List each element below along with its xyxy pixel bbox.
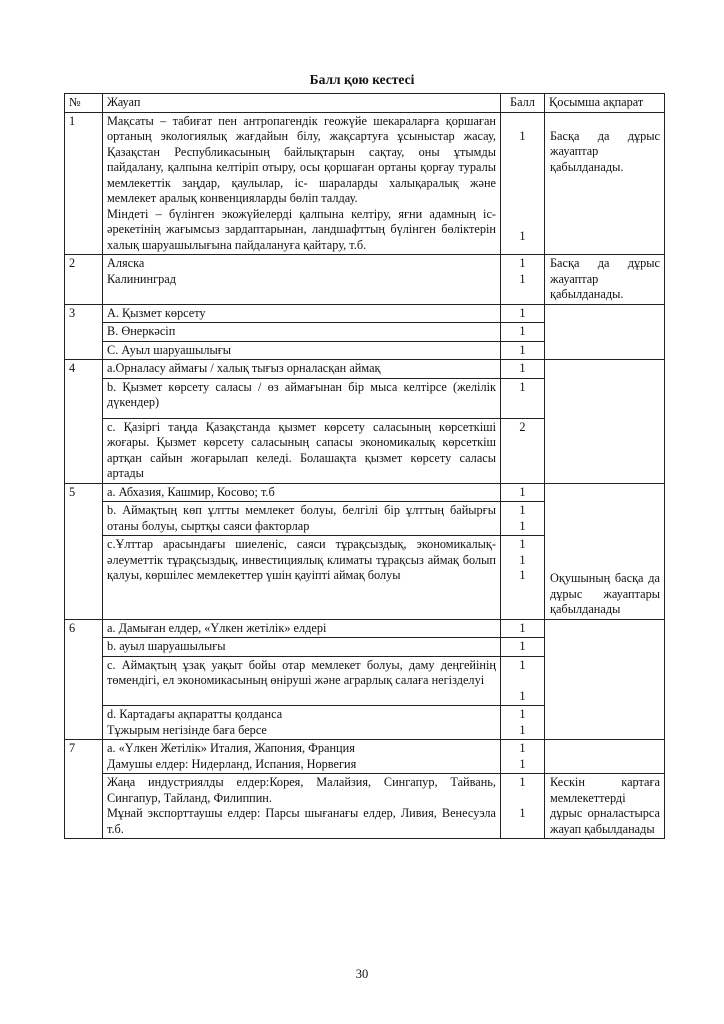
page-number: 30 <box>355 967 369 981</box>
score-value: 1 <box>519 688 526 703</box>
question-number: 6 <box>65 619 103 740</box>
score-value: 1 <box>519 256 526 270</box>
answer-text: Жаңа индустриялды елдер:Корея, Малайзия, Сингапур, Тайвань, Сингапур, Тайланд, Филиппин. <box>107 775 496 805</box>
extra-info <box>545 619 665 740</box>
extra-info: Оқушының басқа да дұрыс жауаптары қабылданады <box>545 483 665 619</box>
scoring-table <box>64 93 665 839</box>
score-cell <box>501 774 545 839</box>
header-extra: Қосымша ақпарат <box>545 94 665 113</box>
score-value: 1 <box>519 756 526 771</box>
answer-cell <box>103 706 501 740</box>
header-score: Балл <box>501 94 545 113</box>
table-row <box>65 304 665 323</box>
header-row <box>65 94 665 113</box>
question-number: 1 <box>65 112 103 255</box>
answer-text: a. «Үлкен Жетілік» Италия, Жапония, Франция <box>107 741 355 755</box>
score-value: 1 <box>519 806 526 820</box>
score-value: 1 <box>501 304 545 323</box>
question-number: 4 <box>65 360 103 484</box>
score-cell <box>501 255 545 305</box>
score-value: 1 <box>501 483 545 502</box>
answer-text: Мақсаты – табиғат пен антропагендік геожүйе шекараларға қоршаған ортаның экологиялық жағдайын білу, жақсартуға ұсыныстар жасау, Қазақстан Республикасының байлықтарын сақтау, оны ұтымды пайдалану, қалпына келтіріп отыру, осы қоршаған ортаны қорғау туралы мемлекеттік заңдар, қаулылар, іс- шараларды халықаралық және мемлекет аралық конвенцияларды бөліп талдау. <box>107 113 496 205</box>
score-cell <box>501 740 545 774</box>
header-num: № <box>65 94 103 113</box>
answer-text: b. Аймақтың көп ұлтты мемлекет болуы, белгілі бір ұлттың байырғы отаны болуы, сыртқы саяси факторлар <box>103 502 501 536</box>
score-value: 1 <box>519 552 526 567</box>
answer-text: А. Қызмет көрсету <box>103 304 501 323</box>
score-value: 1 <box>501 378 545 418</box>
score-value: 1 <box>519 568 526 582</box>
score-value: 1 <box>519 741 526 755</box>
table-title: Балл қою кестесі <box>309 72 415 87</box>
score-value: 1 <box>501 619 545 638</box>
score-cell <box>501 706 545 740</box>
extra-info: Басқа да дұрыс жауаптар қабылданады. <box>545 112 665 255</box>
extra-info <box>545 360 665 484</box>
score-cell <box>501 502 545 536</box>
score-cell <box>501 536 545 620</box>
score-cell <box>501 656 545 706</box>
answer-text: a. Дамыған елдер, «Үлкен жетілік» елдері <box>103 619 501 638</box>
score-value: 1 <box>519 518 526 533</box>
table-row <box>65 483 665 502</box>
score-value: 1 <box>519 707 526 721</box>
question-number: 7 <box>65 740 103 839</box>
extra-info <box>545 304 665 360</box>
answer-text: Тұжырым негізінде баға берсе <box>107 722 267 737</box>
answer-cell <box>103 112 501 255</box>
score-value: 1 <box>519 775 526 789</box>
score-value: 1 <box>501 360 545 379</box>
answer-text: a.Орналасу аймағы / халық тығыз орналасқан аймақ <box>103 360 501 379</box>
table-row <box>65 255 665 305</box>
score-value: 2 <box>501 418 545 483</box>
answer-text: c. Қазіргі таңда Қазақстанда қызмет көрсету саласының көрсеткіші жоғары. Қызмет көрсету саласының сапасы экономикалық көрсеткіш артқан сайын жоғарылап келеді. Болашақта қызмет көрсету саласы артады <box>103 418 501 483</box>
extra-info: Басқа да дұрыс жауаптар қабылданады. <box>545 255 665 305</box>
score-value: 1 <box>519 722 526 737</box>
answer-text: c. Аймақтың ұзақ уақыт бойы отар мемлекет болуы, даму деңгейінің төмендігі, ел экономикасының өніруші және аграрлық салаға негізделуі <box>103 656 501 706</box>
score-value: 1 <box>519 128 526 143</box>
answer-text: Калининград <box>107 271 176 286</box>
extra-info: Кескін картаға мемлекеттерді дұрыс орналастырса жауап қабылданады <box>545 774 665 839</box>
answer-text: Дамушы елдер: Нидерланд, Испания, Норвегия <box>107 756 357 771</box>
score-value: 1 <box>501 341 545 360</box>
answer-text: В. Өнеркәсіп <box>103 323 501 342</box>
answer-text: с.Ұлттар арасындағы шиеленіс, саяси тұрақсыздық, экономикалық-әлеуметтік тұрақсыздық, инвестициялық климаты тұрақсыз аймақ болып қалуы, көршілес мемлекеттер үшін қауіпті аймақ болуы <box>103 536 501 620</box>
question-number: 3 <box>65 304 103 360</box>
score-value: 1 <box>519 657 526 672</box>
table-row <box>65 740 665 774</box>
score-value: 1 <box>519 229 526 243</box>
answer-text: b. ауыл шаруашылығы <box>103 638 501 657</box>
score-value: 1 <box>519 503 526 517</box>
score-value: 1 <box>519 271 526 286</box>
answer-cell <box>103 255 501 305</box>
score-value: 1 <box>501 323 545 342</box>
table-row <box>65 112 665 255</box>
score-value: 1 <box>501 638 545 657</box>
answer-text: Аляска <box>107 256 145 270</box>
answer-text: С. Ауыл шаруашылығы <box>103 341 501 360</box>
table-row <box>65 360 665 379</box>
answer-text: b. Қызмет көрсету саласы / өз аймағынан бір мыса келтірсе (желілік дүкендер) <box>103 378 501 418</box>
answer-text: Мұнай экспорттаушы елдер: Парсы шығанағы елдер, Ливия, Венесуэла т.б. <box>107 806 496 836</box>
question-number: 5 <box>65 483 103 619</box>
score-value: 1 <box>519 537 526 551</box>
score-cell <box>501 112 545 255</box>
table-row <box>65 774 665 839</box>
answer-text: a. Абхазия, Кашмир, Косово; т.б <box>103 483 501 502</box>
answer-cell <box>103 774 501 839</box>
answer-text: Міндеті – бүлінген экожүйелерді қалпына келтіру, яғни адамның іс-әрекетінің жағымсыз зардаптарынан, ландшафттың бүлінген бөліктерін халық шаруашылығына пайдалануға қайтару, т.б. <box>107 206 496 252</box>
answer-text: d. Картадағы ақпаратты қолданса <box>107 707 283 721</box>
extra-info <box>545 740 665 774</box>
header-answer: Жауап <box>103 94 501 113</box>
answer-cell <box>103 740 501 774</box>
question-number: 2 <box>65 255 103 305</box>
table-row <box>65 619 665 638</box>
